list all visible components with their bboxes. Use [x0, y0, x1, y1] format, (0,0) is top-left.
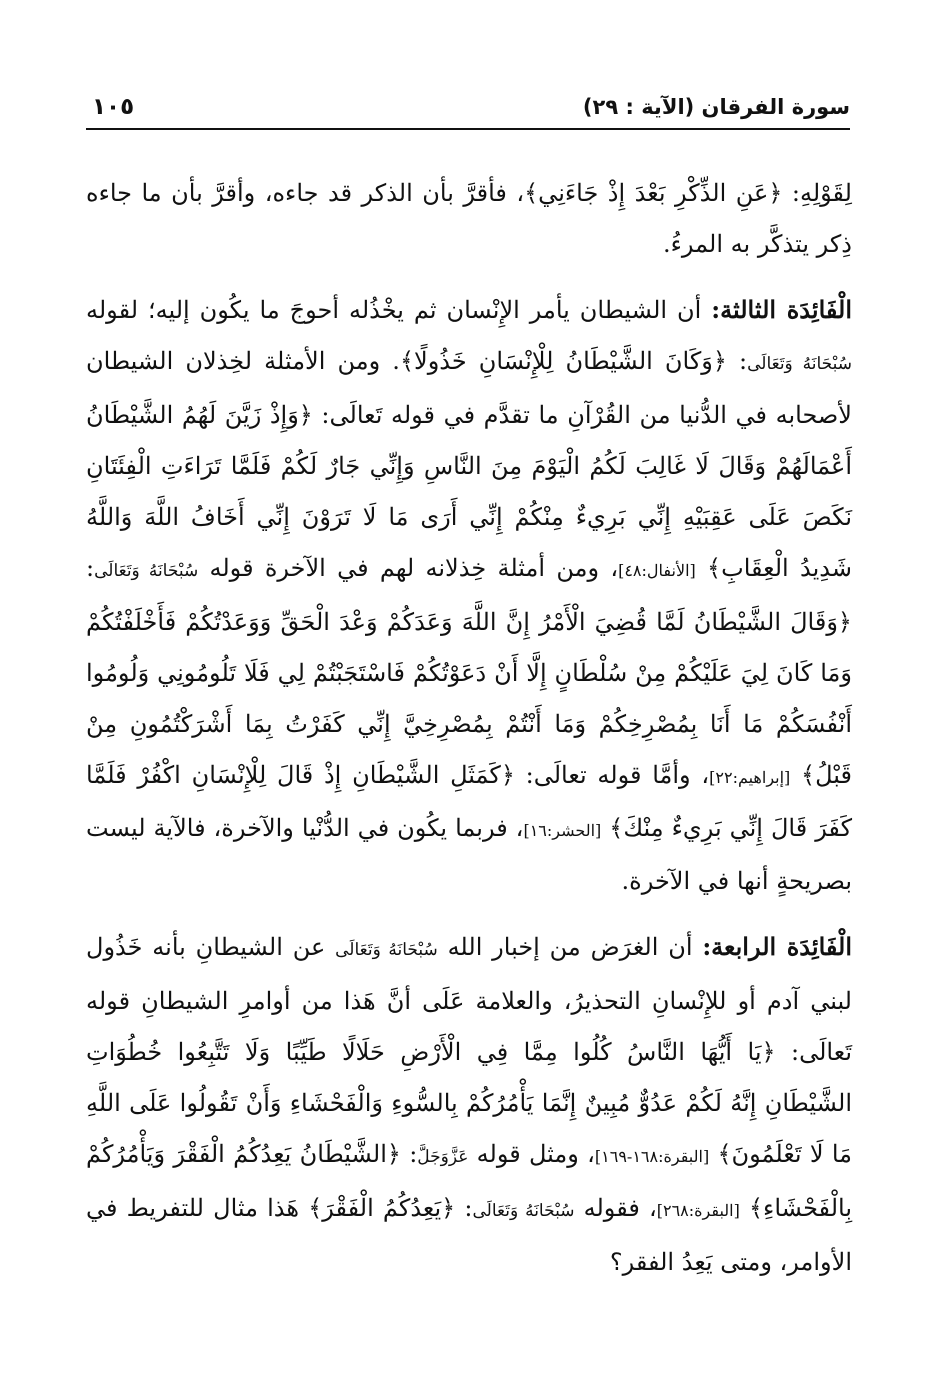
surah-title: سورة الفرقان (الآية : ٢٩) — [582, 95, 850, 119]
paragraph-2-text-4: : ﴿وَقَالَ الشَّيْطَانُ لَمَّا قُضِيَ الْأَمْرُ إِنَّ اللَّهَ وَعَدَكُمْ وَعْدَ الْحَقِّ وَوَعَدْتُكُمْ فَأَخْلَفْتُكُمْ وَمَا كَانَ لِيَ عَلَيْكُمْ مِنْ سُلْطَانٍ إِلَّا أَنْ دَعَوْتُكُمْ فَاسْتَجَبْتُمْ لِي فَلَا تَلُومُونِي وَلُومُوا أَنْفُسَكُمْ مَا أَنَا بِمُصْرِخِكُمْ وَمَا أَنْتُمْ بِمُصْرِخِيَّ إِنِّي كَفَرْتُ بِمَا أَشْرَكْتُمُونِ مِنْ قَبْلُ﴾ — [86, 554, 852, 789]
verse-reference-3: [الحشر:١٦] — [523, 821, 602, 840]
page-header — [86, 92, 850, 128]
verse-reference-1: [الأنفال:٤٨] — [618, 561, 696, 580]
paragraph-3-text-4: : ﴿الشَّيْطَانُ يَعِدُكُمُ الْفَقْرَ وَيَأْمُرُكُمْ بِالْفَحْشَاءِ﴾ — [86, 1140, 853, 1222]
verse-reference-5: [البقرة:٢٦٨] — [656, 1201, 740, 1220]
paragraph-3-text-3: ، ومثل قوله — [468, 1140, 595, 1168]
paragraph-2-text-2: : ﴿وَكَانَ الشَّيْطَانُ لِلْإِنْسَانِ خَذُولًا﴾. ومن الأمثلة لخِذلان الشيطان لأصحابه في الدُّنيا من القُرْآنِ ما تقدَّم في قوله تَعالَى: ﴿وَإِذْ زَيَّنَ لَهُمُ الشَّيْطَانُ أَعْمَالَهُمْ وَقَالَ لَا غَالِبَ لَكُمُ الْيَوْمَ مِنَ النَّاسِ وَإِنِّي جَارٌ لَكُمْ فَلَمَّا تَرَاءَتِ الْفِئَتَانِ نَكَصَ عَلَى عَقِبَيْهِ إِنِّي بَرِيءٌ مِنْكُمْ إِنِّي أَرَى مَا لَا تَرَوْنَ إِنِّي أَخَافُ اللَّهَ وَاللَّهُ شَدِيدُ الْعِقَابِ﴾ — [86, 347, 852, 582]
paragraph-3 — [86, 921, 852, 1288]
page-body — [86, 168, 852, 1288]
paragraph-2-text-6: ، فربما يكُون في الدُّنْيا والآخرة، فالآية ليست بصريحةٍ أنها في الآخرة. — [86, 814, 852, 895]
paragraph-1 — [86, 168, 852, 270]
paragraph-3-heading: الْفَائِدَة الرابعة: — [702, 932, 853, 961]
paragraph-2-text-3: ، ومن أمثلة خِذلانه لهم في الآخرة قوله — [198, 554, 619, 582]
honorific-1: سُبْحَانَهُ وَتَعَالَى — [747, 354, 853, 374]
paragraph-1-text: لِقَوْلِهِ: ﴿عَنِ الذِّكْرِ بَعْدَ إِذْ جَاءَنِي﴾، فأقرَّ بأن الذكر قد جاءه، وأقرَّ بأن ما جاءه ذِكر يتذكَّر به المرءُ. — [86, 179, 852, 258]
paragraph-3-text-1: أن الغرَض من إخبار الله — [437, 933, 703, 961]
paragraph-3-text-6: : ﴿يَعِدُكُمُ الْفَقْرَ﴾ هَذا مثال للتفريط في الأوامر، ومتى يَعِدُ الفقر؟ — [86, 1194, 852, 1276]
honorific-5: سُبْحَانَهُ وَتَعَالَى — [472, 1201, 575, 1221]
header-divider — [86, 128, 850, 130]
paragraph-3-text-5: ، فقوله — [574, 1194, 657, 1222]
page-number: ١٠٥ — [92, 94, 135, 120]
paragraph-3-text-2: عن الشيطانِ بأنه خَذُول لبني آدم أو للإِنْسانِ التحذيرُ، والعلامة عَلَى أنَّ هَذا من أوامرِ الشيطانِ قوله تَعالَى: ﴿يَا أَيُّهَا النَّاسُ كُلُوا مِمَّا فِي الْأَرْضِ حَلَالًا طَيِّبًا وَلَا تَتَّبِعُوا خُطُوَاتِ الشَّيْطَانِ إِنَّهُ لَكُمْ عَدُوٌّ مُبِينٌ إِنَّمَا يَأْمُرُكُمْ بِالسُّوءِ وَالْفَحْشَاءِ وَأَنْ تَقُولُوا عَلَى اللَّهِ مَا لَا تَعْلَمُونَ﴾ — [86, 933, 852, 1168]
paragraph-2 — [86, 284, 852, 907]
paragraph-2-heading: الْفَائِدَة الثالثة: — [711, 295, 853, 324]
verse-reference-4: [البقرة:١٦٨-١٦٩] — [594, 1147, 710, 1166]
verse-reference-2: [إبراهيم:٢٢] — [709, 768, 791, 787]
honorific-3: سُبْحَانَهُ وَتَعَالَى — [335, 940, 438, 960]
paragraph-2-text-1: أن الشيطان يأمر الإِنْسان ثم يخْذُله أحوجَ ما يكُون إليه؛ لقوله — [86, 296, 712, 324]
paragraph-2-text-5: ، وأمَّا قوله تعالَى: ﴿كَمَثَلِ الشَّيْطَانِ إِذْ قَالَ لِلْإِنْسَانِ اكْفُرْ فَلَمَّا كَفَرَ قَالَ إِنِّي بَرِيءٌ مِنْكَ﴾ — [86, 761, 853, 842]
honorific-4: عَزَّوَجَلَّ — [417, 1147, 469, 1167]
honorific-2: سُبْحَانَهُ وَتَعَالَى — [94, 561, 199, 581]
